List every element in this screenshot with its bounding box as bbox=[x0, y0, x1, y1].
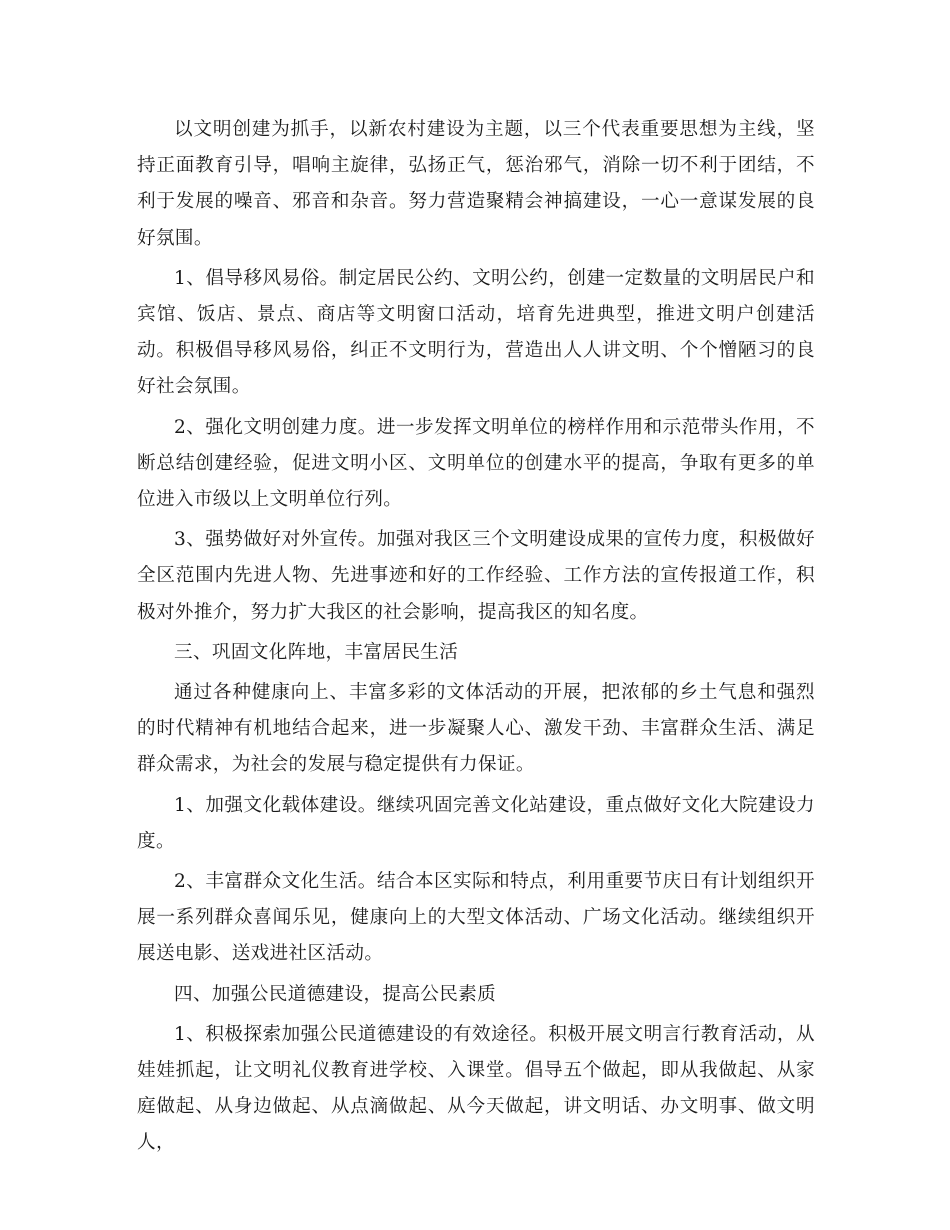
section-heading-morality: 四、加强公民道德建设，提高公民素质 bbox=[174, 983, 497, 1005]
paragraph-external-publicity: 3、强势做好对外宣传。加强对我区三个文明建设成果的宣传力度，积极做好全区范围内先进人物、先进事迹和好的工作经验、工作方法的宣传报道工作，积极对外推介，努力扩大我区的社会影响，提高我区的知名度。 bbox=[137, 529, 815, 623]
paragraph-customs-reform: 1、倡导移风易俗。制定居民公约、文明公约，创建一定数量的文明居民户和宾馆、饭店、景点、商店等文明窗口活动，培育先进典型，推进文明户创建活动。积极倡导移风易俗，纠正不文明行为，营造出人人讲文明、个个憎陋习的良好社会氛围。 bbox=[137, 267, 815, 398]
section-heading-culture: 三、巩固文化阵地，丰富居民生活 bbox=[174, 641, 459, 663]
document-body bbox=[137, 112, 815, 1166]
paragraph-culture-intro: 通过各种健康向上、丰富多彩的文体活动的开展，把浓郁的乡土气息和强烈的时代精神有机地结合起来，进一步凝聚人心、激发干劲、丰富群众生活、满足群众需求，为社会的发展与稳定提供有力保证。 bbox=[137, 682, 815, 776]
paragraph-civilization-intro: 以文明创建为抓手，以新农村建设为主题，以三个代表重要思想为主线，坚持正面教育引导，唱响主旋律，弘扬正气，惩治邪气，消除一切不利于团结，不利于发展的噪音、邪音和杂音。努力营造聚精会神搞建设，一心一意谋发展的良好氛围。 bbox=[137, 119, 815, 249]
paragraph-mass-culture: 2、丰富群众文化生活。结合本区实际和特点，利用重要节庆日有计划组织开展一系列群众喜闻乐见，健康向上的大型文体活动、广场文化活动。继续组织开展送电影、送戏进社区活动。 bbox=[137, 871, 815, 965]
paragraph-civilization-strength: 2、强化文明创建力度。进一步发挥文明单位的榜样作用和示范带头作用，不断总结创建经验，促进文明小区、文明单位的创建水平的提高，争取有更多的单位进入市级以上文明单位行列。 bbox=[137, 416, 815, 511]
paragraph-morality-explore: 1、积极探索加强公民道德建设的有效途径。积极开展文明言行教育活动，从娃娃抓起，让文明礼仪教育进学校、入课堂。倡导五个做起，即从我做起、从家庭做起、从身边做起、从点滴做起、从今天做起，讲文明话、办文明事、做文明人， bbox=[137, 1023, 815, 1154]
paragraph-culture-carrier: 1、加强文化载体建设。继续巩固完善文化站建设，重点做好文化大院建设力度。 bbox=[137, 794, 815, 852]
